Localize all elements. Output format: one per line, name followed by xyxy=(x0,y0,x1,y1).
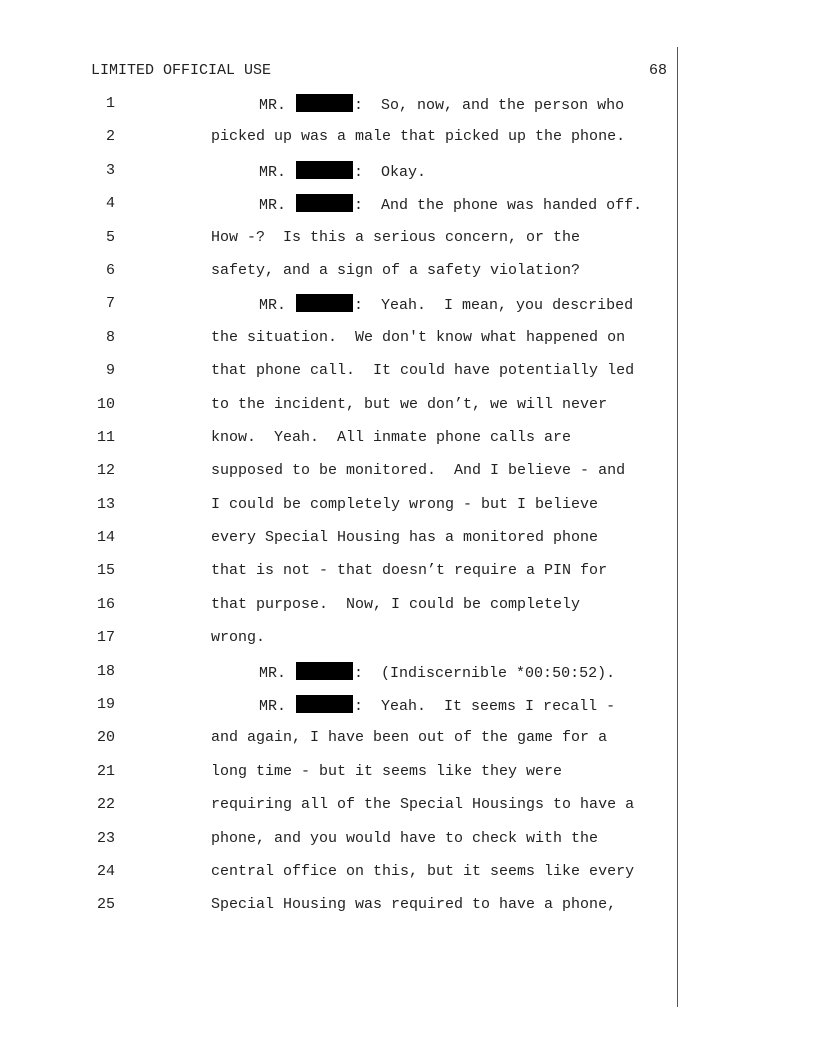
transcript-line xyxy=(0,194,680,227)
line-content: long time - but it seems like they were xyxy=(211,762,563,780)
redaction-box xyxy=(296,294,353,312)
line-text xyxy=(211,495,598,515)
speaker-label: MR. xyxy=(259,297,287,315)
line-text xyxy=(211,895,616,915)
transcript-line xyxy=(0,895,680,928)
transcript-line xyxy=(0,428,680,461)
line-content: to the incident, but we don’t, we will never xyxy=(211,395,608,413)
line-content: requiring all of the Special Housings to have a xyxy=(211,796,635,814)
line-content: safety, and a sign of a safety violation? xyxy=(211,261,581,279)
redaction-box xyxy=(296,94,353,112)
line-number: 9 xyxy=(105,362,115,380)
line-number: 3 xyxy=(105,161,115,179)
transcript-line xyxy=(0,829,680,862)
line-text xyxy=(211,829,598,849)
line-number: 1 xyxy=(105,95,115,112)
line-content: : Yeah. I mean, you described xyxy=(354,297,634,315)
transcript-line xyxy=(0,728,680,761)
transcript-line xyxy=(0,328,680,361)
line-text xyxy=(259,94,624,116)
line-number: 12 xyxy=(96,462,115,480)
transcript-line xyxy=(0,628,680,661)
transcript-line xyxy=(0,395,680,428)
line-text xyxy=(259,161,426,183)
line-content: How -? Is this a serious concern, or the xyxy=(211,228,581,246)
line-content: every Special Housing has a monitored phone xyxy=(211,529,599,547)
redaction-box xyxy=(296,695,353,713)
transcript-lines xyxy=(0,94,680,929)
transcript-line xyxy=(0,595,680,628)
transcript-line xyxy=(0,228,680,261)
line-number: 6 xyxy=(105,261,115,279)
line-text xyxy=(211,528,598,548)
line-content: : And the phone was handed off. xyxy=(354,197,643,215)
transcript-line xyxy=(0,94,680,127)
line-number: 20 xyxy=(96,729,115,747)
line-text xyxy=(259,662,615,684)
line-text xyxy=(211,361,634,381)
line-number: 22 xyxy=(96,796,115,814)
line-text xyxy=(211,261,580,281)
page-header xyxy=(91,61,667,81)
line-content: and again, I have been out of the game for a xyxy=(211,729,608,747)
speaker-label: MR. xyxy=(259,97,287,114)
speaker-label: MR. xyxy=(259,197,287,215)
line-text xyxy=(211,862,634,882)
page-number: 68 xyxy=(648,62,667,79)
line-number: 23 xyxy=(96,829,115,847)
line-content: that is not - that doesn’t require a PIN for xyxy=(211,562,608,580)
line-text xyxy=(211,395,607,415)
line-number: 15 xyxy=(96,562,115,580)
line-text xyxy=(211,728,607,748)
line-content: : (Indiscernible *00:50:52). xyxy=(354,664,616,682)
line-content: : Yeah. It seems I recall - xyxy=(354,698,616,716)
line-text xyxy=(211,595,580,615)
line-text xyxy=(211,561,607,581)
line-text xyxy=(211,428,571,448)
transcript-line xyxy=(0,795,680,828)
line-text xyxy=(211,127,625,147)
line-number: 18 xyxy=(96,662,115,680)
speaker-label: MR. xyxy=(259,664,287,682)
redaction-box xyxy=(296,194,353,212)
line-content: that purpose. Now, I could be completely xyxy=(211,595,581,613)
line-text xyxy=(211,228,580,248)
transcript-line xyxy=(0,495,680,528)
line-number: 24 xyxy=(96,862,115,880)
line-number: 4 xyxy=(105,195,115,213)
line-content: Special Housing was required to have a phone, xyxy=(211,896,617,914)
line-number: 16 xyxy=(96,595,115,613)
transcript-line xyxy=(0,561,680,594)
line-number: 19 xyxy=(96,696,115,714)
line-content: phone, and you would have to check with the xyxy=(211,829,599,847)
line-text xyxy=(211,628,265,648)
transcript-line xyxy=(0,528,680,561)
line-number: 2 xyxy=(105,128,115,146)
speaker-label: MR. xyxy=(259,698,287,716)
line-number: 8 xyxy=(105,328,115,346)
line-number: 11 xyxy=(96,428,115,446)
line-text xyxy=(211,461,625,481)
line-content: wrong. xyxy=(211,629,266,647)
line-number: 5 xyxy=(105,228,115,246)
transcript-line xyxy=(0,127,680,160)
classification-label: LIMITED OFFICIAL USE xyxy=(91,62,272,79)
speaker-label: MR. xyxy=(259,163,287,181)
line-content: : So, now, and the person who xyxy=(354,97,625,114)
line-content: picked up was a male that picked up the phone. xyxy=(211,128,626,146)
line-number: 7 xyxy=(105,295,115,313)
transcript-line xyxy=(0,662,680,695)
line-number: 10 xyxy=(96,395,115,413)
line-number: 14 xyxy=(96,529,115,547)
line-content: : Okay. xyxy=(354,163,427,181)
line-content: supposed to be monitored. And I believe - and xyxy=(211,462,626,480)
line-text xyxy=(259,695,615,717)
redaction-box xyxy=(296,662,353,680)
line-text xyxy=(259,194,642,216)
line-number: 21 xyxy=(96,762,115,780)
line-text xyxy=(211,762,562,782)
line-number: 17 xyxy=(96,629,115,647)
transcript-line xyxy=(0,161,680,194)
line-content: the situation. We don't know what happened on xyxy=(211,328,626,346)
redaction-box xyxy=(296,161,353,179)
transcript-line xyxy=(0,261,680,294)
line-text xyxy=(259,294,633,316)
line-number: 25 xyxy=(96,896,115,914)
line-number: 13 xyxy=(96,495,115,513)
transcript-line xyxy=(0,294,680,327)
line-text xyxy=(211,795,634,815)
line-content: central office on this, but it seems like every xyxy=(211,862,635,880)
line-text xyxy=(211,328,625,348)
transcript-line xyxy=(0,461,680,494)
line-content: know. Yeah. All inmate phone calls are xyxy=(211,428,572,446)
transcript-line xyxy=(0,695,680,728)
transcript-line xyxy=(0,862,680,895)
transcript-line xyxy=(0,361,680,394)
transcript-line xyxy=(0,762,680,795)
line-content: that phone call. It could have potentially led xyxy=(211,362,635,380)
line-content: I could be completely wrong - but I believe xyxy=(211,495,599,513)
